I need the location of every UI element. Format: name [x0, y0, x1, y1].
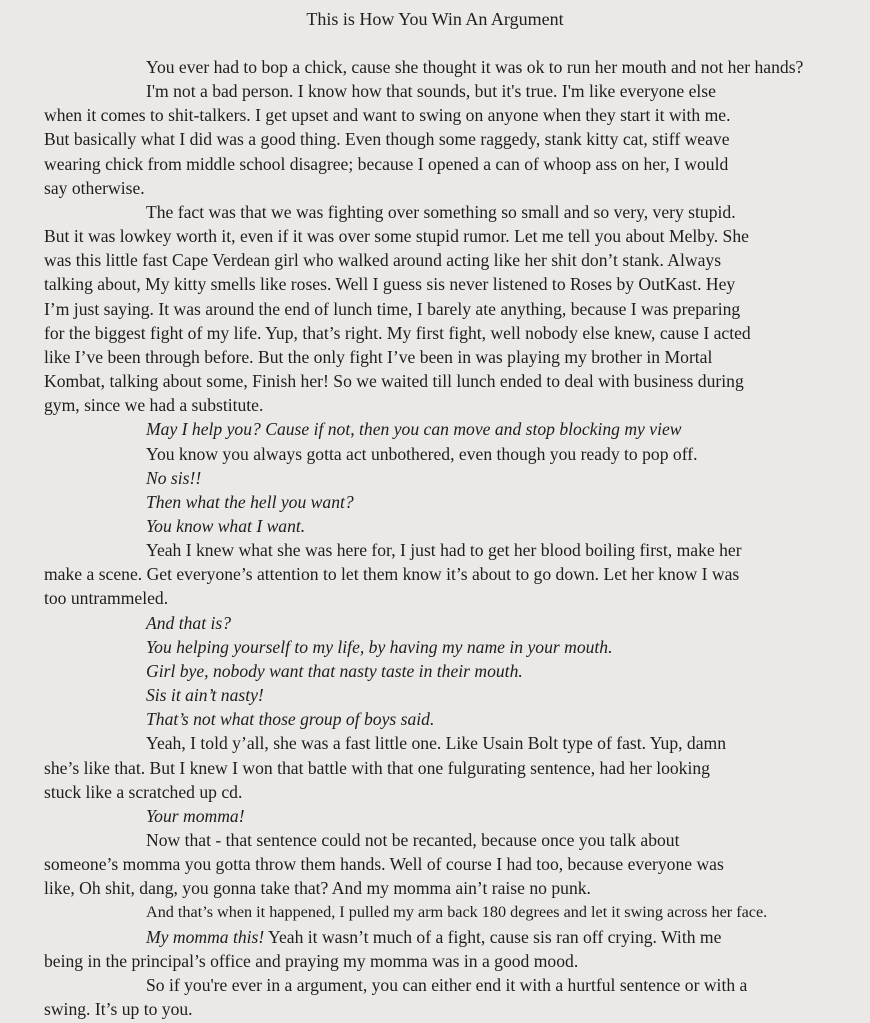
paragraph-line: And that’s when it happened, I pulled my arm back 180 degrees and let it swing across her face. — [146, 903, 768, 922]
paragraph — [44, 79, 836, 200]
paragraph-line: You know you always gotta act unbothered, even though you ready to pop off. — [146, 443, 698, 464]
paragraph-line: being in the principal’s office and praying my momma was in a good mood. — [44, 950, 579, 971]
paragraph — [44, 200, 836, 417]
paragraph — [44, 538, 836, 610]
paragraph-line: she’s like that. But I knew I won that battle with that one fulgurating sentence, had her looking — [44, 757, 710, 778]
paragraph-line: talking about, My kitty smells like roses. Well I guess sis never listened to Roses by OutKast. Hey — [44, 274, 736, 295]
paragraph-line: But it was lowkey worth it, even if it was over some stupid rumor. Let me tell you about Melby. She — [44, 226, 749, 247]
paragraph-line: say otherwise. — [44, 177, 145, 198]
dialogue-line: You know what I want. — [146, 515, 306, 536]
dialogue-line: You helping yourself to my life, by having my name in your mouth. — [146, 636, 613, 657]
paragraph-line: swing. It’s up to you. — [44, 999, 193, 1020]
paragraph-line: Now that - that sentence could not be recanted, because once you talk about — [146, 830, 680, 850]
dialogue-line: Then what the hell you want? — [146, 491, 354, 512]
paragraph — [44, 442, 836, 466]
dialogue-line: Your momma! — [146, 805, 245, 826]
paragraph-line — [44, 925, 836, 949]
paragraph-line: gym, since we had a substitute. — [44, 395, 264, 416]
dialogue-inline: My momma this! — [146, 926, 265, 947]
paragraph-line: like, Oh shit, dang, you gonna take that? And my momma ain’t raise no punk. — [44, 878, 591, 899]
dialogue-line: Sis it ain’t nasty! — [146, 685, 264, 706]
paragraph-line: someone’s momma you gotta throw them hands. Well of course I had too, because everyone was — [44, 854, 724, 875]
dialogue-line: No sis!! — [146, 467, 202, 488]
paragraph-line: for the biggest fight of my life. Yup, that’s right. My first fight, well nobody else knew, cause I acted — [44, 322, 751, 343]
dialogue-line: Girl bye, nobody want that nasty taste in their mouth. — [146, 660, 523, 681]
paragraph-line: like I’ve been through before. But the only fight I’ve been in was playing my brother in Mortal — [44, 346, 713, 367]
paragraph-line: Yeah I knew what she was here for, I just had to get her blood boiling first, make her — [146, 540, 742, 561]
paragraph — [44, 828, 836, 900]
paragraph-line: So if you're ever in a argument, you can either end it with a hurtful sentence or with a — [146, 974, 748, 995]
paragraph-line: too untrammeled. — [44, 588, 169, 609]
document-body — [44, 55, 836, 1021]
paragraph — [44, 925, 836, 973]
paragraph-line: make a scene. Get everyone’s attention to let them know it’s about to go down. Let her know I was — [44, 564, 740, 585]
paragraph-line: Yeah, I told y’all, she was a fast little one. Like Usain Bolt type of fast. Yup, damn — [146, 733, 726, 754]
dialogue-line: And that is? — [146, 612, 232, 633]
dialogue-line: That’s not what those group of boys said. — [146, 709, 435, 730]
paragraph-line: when it comes to shit-talkers. I get upset and want to swing on anyone when they start it with me. — [44, 105, 731, 126]
paragraph-line: I'm not a bad person. I know how that sounds, but it's true. I'm like everyone else — [146, 81, 716, 102]
paragraph-line: You ever had to bop a chick, cause she thought it was ok to run her mouth and not her hands? — [146, 57, 804, 77]
paragraph-line-text: Yeah it wasn’t much of a fight, cause sis ran off crying. With me — [264, 926, 722, 947]
paragraph — [44, 973, 836, 1021]
paragraph-line: I’m just saying. It was around the end of lunch time, I barely ate anything, because I was preparing — [44, 298, 741, 319]
paragraph — [44, 55, 836, 79]
dialogue-line: May I help you? Cause if not, then you can move and stop blocking my view — [146, 419, 682, 440]
paragraph-line: was this little fast Cape Verdean girl who walked around acting like her shit don’t stank. Always — [44, 250, 722, 271]
paragraph — [44, 900, 836, 924]
paragraph-line: The fact was that we was fighting over something so small and so very, very stupid. — [146, 201, 736, 222]
paragraph-line: wearing chick from middle school disagree; because I opened a can of whoop ass on her, I would — [44, 153, 729, 174]
paragraph-line: But basically what I did was a good thing. Even though some raggedy, stank kitty cat, stiff weave — [44, 129, 730, 150]
paragraph-line: stuck like a scratched up cd. — [44, 781, 243, 802]
document-title: This is How You Win An Argument — [306, 9, 564, 29]
paragraph-line: Kombat, talking about some, Finish her! So we waited till lunch ended to deal with business during — [44, 371, 744, 392]
paragraph — [44, 731, 836, 803]
